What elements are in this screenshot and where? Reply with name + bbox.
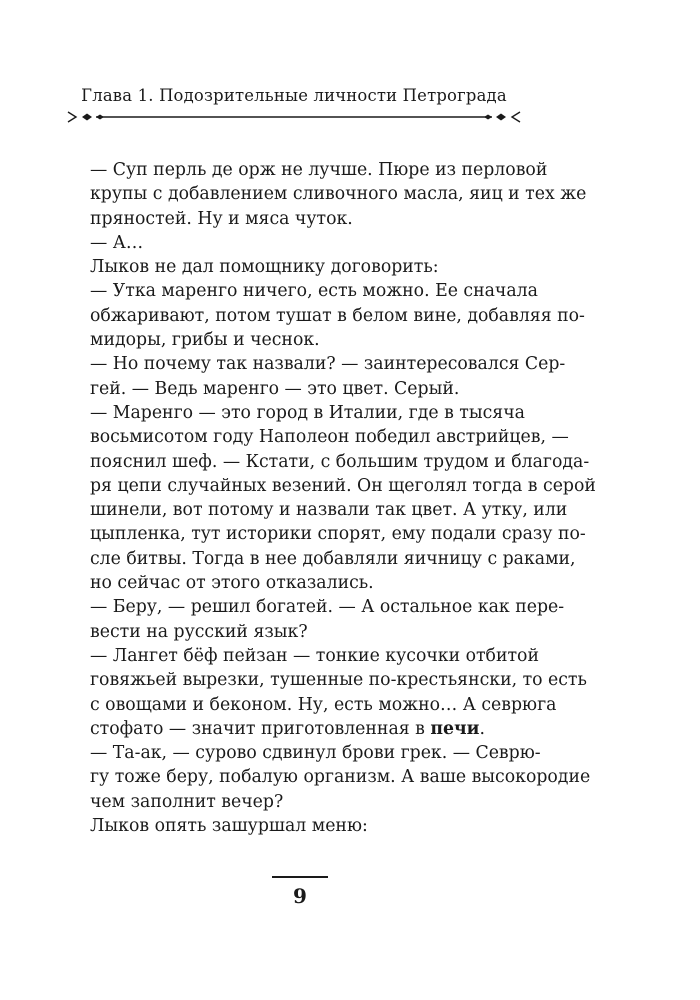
text-line: цыпленка, тут историки спорят, ему подали сразу по- (90, 524, 586, 545)
text-line: пряностей. Ну и мяса чуток. (90, 208, 353, 229)
text-line: но сейчас от этого отказались. (90, 573, 374, 594)
text-line: крупы с добавлением сливочного масла, яиц и тех же (90, 184, 587, 205)
text-line: с овощами и беконом. Ну, есть можно… А севрюга (90, 694, 557, 715)
text-line (90, 717, 522, 741)
text-line: — А… (90, 232, 144, 253)
text-line: — Суп перль де орж не лучше. Пюре из перловой (90, 160, 548, 180)
text-run: . (479, 718, 485, 739)
page-number: 9 (293, 884, 307, 908)
text-line: чем заполнит вечер? (90, 791, 284, 812)
text-line: мидоры, грибы и чеснок. (90, 330, 320, 351)
text-run: стофато — значит приготовленная в (90, 718, 431, 739)
text-line: — Но почему так назвали? — заинтересовался Сер- (90, 354, 566, 375)
text-line: гей. — Ведь маренго — это цвет. Серый. (90, 378, 460, 399)
text-line: вести на русский язык? (90, 621, 308, 642)
bold-word: печи (430, 718, 480, 739)
text-line: ря цепи случайных везений. Он щеголял тогда в серой (90, 475, 596, 496)
header-ornament (66, 110, 522, 124)
text-line: — Лангет бёф пейзан — тонкие кусочки отбитой (90, 645, 539, 666)
text-line: шинели, вот потому и назвали так цвет. А утку, или (90, 500, 568, 521)
text-line: говяжьей вырезки, тушенные по-крестьянски, то есть (90, 670, 587, 691)
text-line: обжаривают, потом тушат в белом вине, добавляя по- (90, 305, 585, 326)
text-line: восьмисотом году Наполеон победил австрийцев, — (90, 427, 569, 448)
text-line: — Та-ак, — сурово сдвинул брови грек. — Севрю- (90, 743, 541, 764)
text-line: гу тоже беру, побалую организм. А ваше высокородие (90, 767, 591, 788)
text-line: — Маренго — это город в Италии, где в тысяча (90, 402, 525, 423)
text-line: Лыков не дал помощнику договорить: (90, 257, 439, 278)
page-number-rule (272, 876, 328, 878)
text-line: — Беру, — решил богатей. — А остальное как пере- (90, 597, 565, 618)
text-line: сле битвы. Тогда в нее добавляли яичницу с раками, (90, 548, 576, 569)
text-line: Лыков опять зашуршал меню: (90, 816, 368, 837)
running-header: Глава 1. Подозрительные личности Петрограда (81, 86, 507, 105)
body-text (90, 158, 596, 838)
text-line: — Утка маренго ничего, есть можно. Ее сначала (90, 281, 538, 302)
text-line: пояснил шеф. — Кстати, с большим трудом и благода- (90, 451, 590, 472)
